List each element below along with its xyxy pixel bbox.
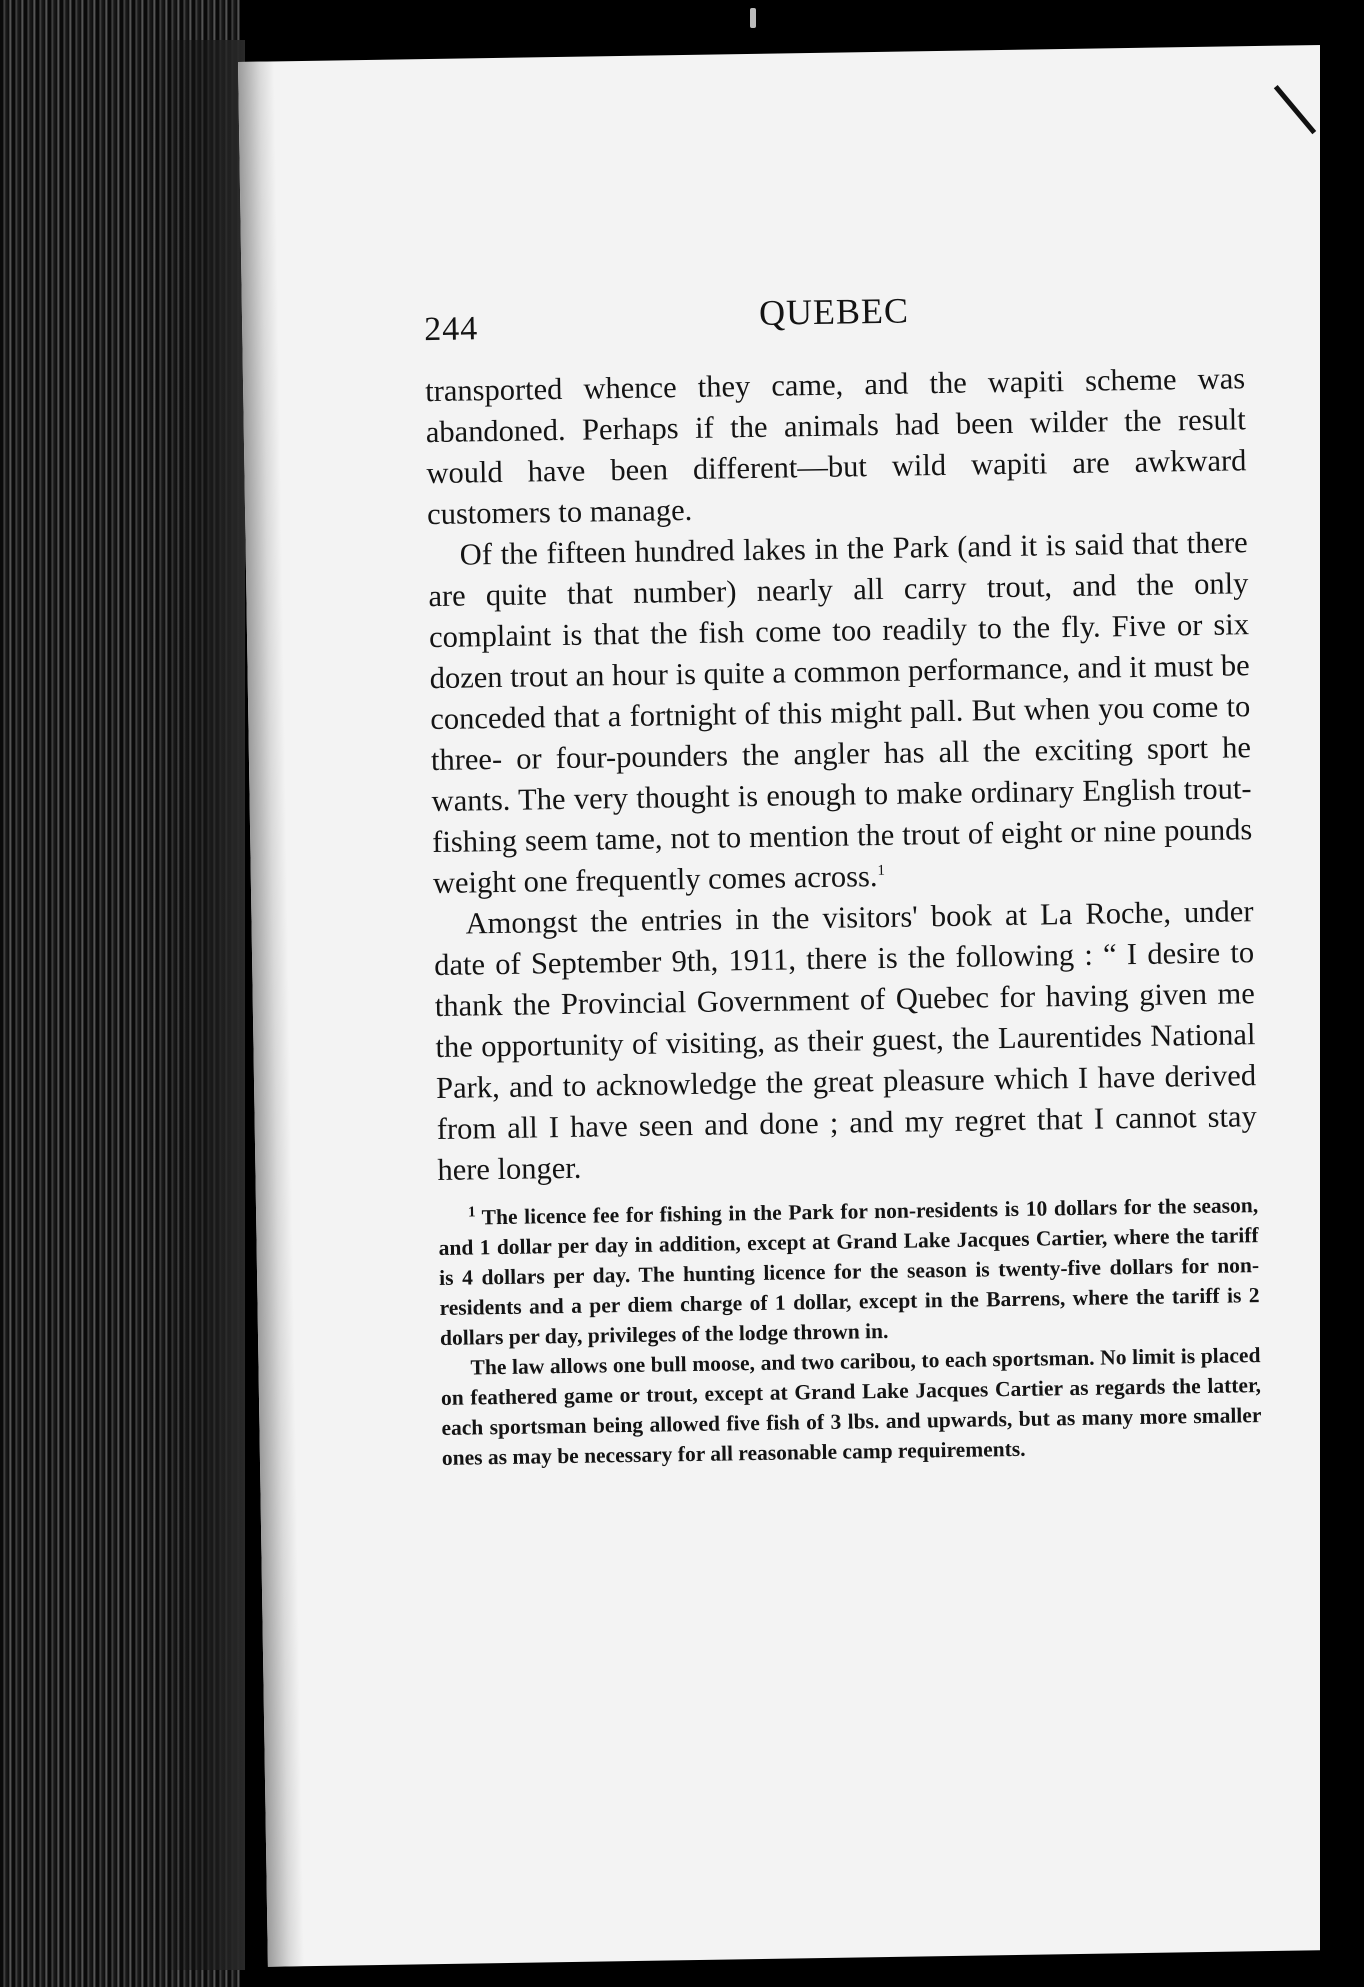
paragraph-1-text: transported whence they came, and the wapiti scheme was abandoned. Perhaps if the animals had been wilder the result would have been different—but wild wapiti are awkward customers to manage. bbox=[424, 361, 1247, 532]
footnote-1 bbox=[438, 1190, 1260, 1353]
gutter-shadow bbox=[238, 61, 304, 1966]
footnotes bbox=[438, 1190, 1262, 1473]
paragraph-2-text: Of the fifteen hundred lakes in the Park (and it is said that there are quite that number) nearly all carry trout, and the only complaint is that the fish come too readily to the fly. Five or six dozen trout an hour is quite a common performance, and it must be conceded that a fortnight of this might pall. But when you come to three- or four-pounders the angler has all the exciting sport he wants. The very thought is enough to make ordinary English trout-fishing seem tame, not to mention the trout of eight or nine pounds weight one frequently comes across. bbox=[428, 525, 1253, 901]
body-text bbox=[425, 358, 1258, 1191]
paragraph-2 bbox=[427, 522, 1253, 904]
footnote-reference[interactable]: 1 bbox=[877, 862, 886, 879]
footnote-2-text: The law allows one bull moose, and two caribou, to each sportsman. No limit is placed on feathered game or trout, except at Grand Lake Jacques Cartier as regards the latter, each sportsman being allowed five fish of 3 lbs. and upwards, but as many more smaller ones as may be necessary for all reasonable camp requirements. bbox=[440, 1343, 1262, 1470]
book-edge-shadow bbox=[150, 40, 245, 1970]
footnote-mark: 1 bbox=[467, 1204, 476, 1221]
book-page bbox=[238, 45, 1364, 1967]
paragraph-3-text: Amongst the entries in the visitors' book at La Roche, under date of September 9th, 1911, there is the following : “ I desire to thank the Provincial Government of Quebec for having given me the opportunity of visiting, as their guest, the Laurentides National Park, and to acknowledge the great pleasure which I have derived from all I have seen and done ; and my regret that I cannot stay here longer. bbox=[433, 894, 1257, 1188]
footnote-1-text: The licence fee for fishing in the Park for non-residents is 10 dollars for the season, and 1 dollar per day in addition, except at Grand Lake Jacques Cartier, where the tariff is 4 dollars per day. The hunting licence for the season is twenty-five dollars for non-residents and a per diem charge of 1 dollar, except in the Barrens, where the tariff is 2 dollars per day, privileges of the lodge thrown in. bbox=[438, 1193, 1260, 1350]
page-number: 244 bbox=[423, 310, 479, 349]
paragraph-1 bbox=[425, 358, 1247, 535]
page-content bbox=[424, 284, 1262, 1473]
running-head: QUEBEC bbox=[758, 290, 910, 333]
facing-page-edge bbox=[1320, 0, 1364, 1987]
page-header bbox=[424, 284, 1245, 367]
scan-mark bbox=[750, 8, 756, 28]
paragraph-3 bbox=[433, 891, 1257, 1191]
footnote-1-continuation bbox=[440, 1340, 1262, 1473]
